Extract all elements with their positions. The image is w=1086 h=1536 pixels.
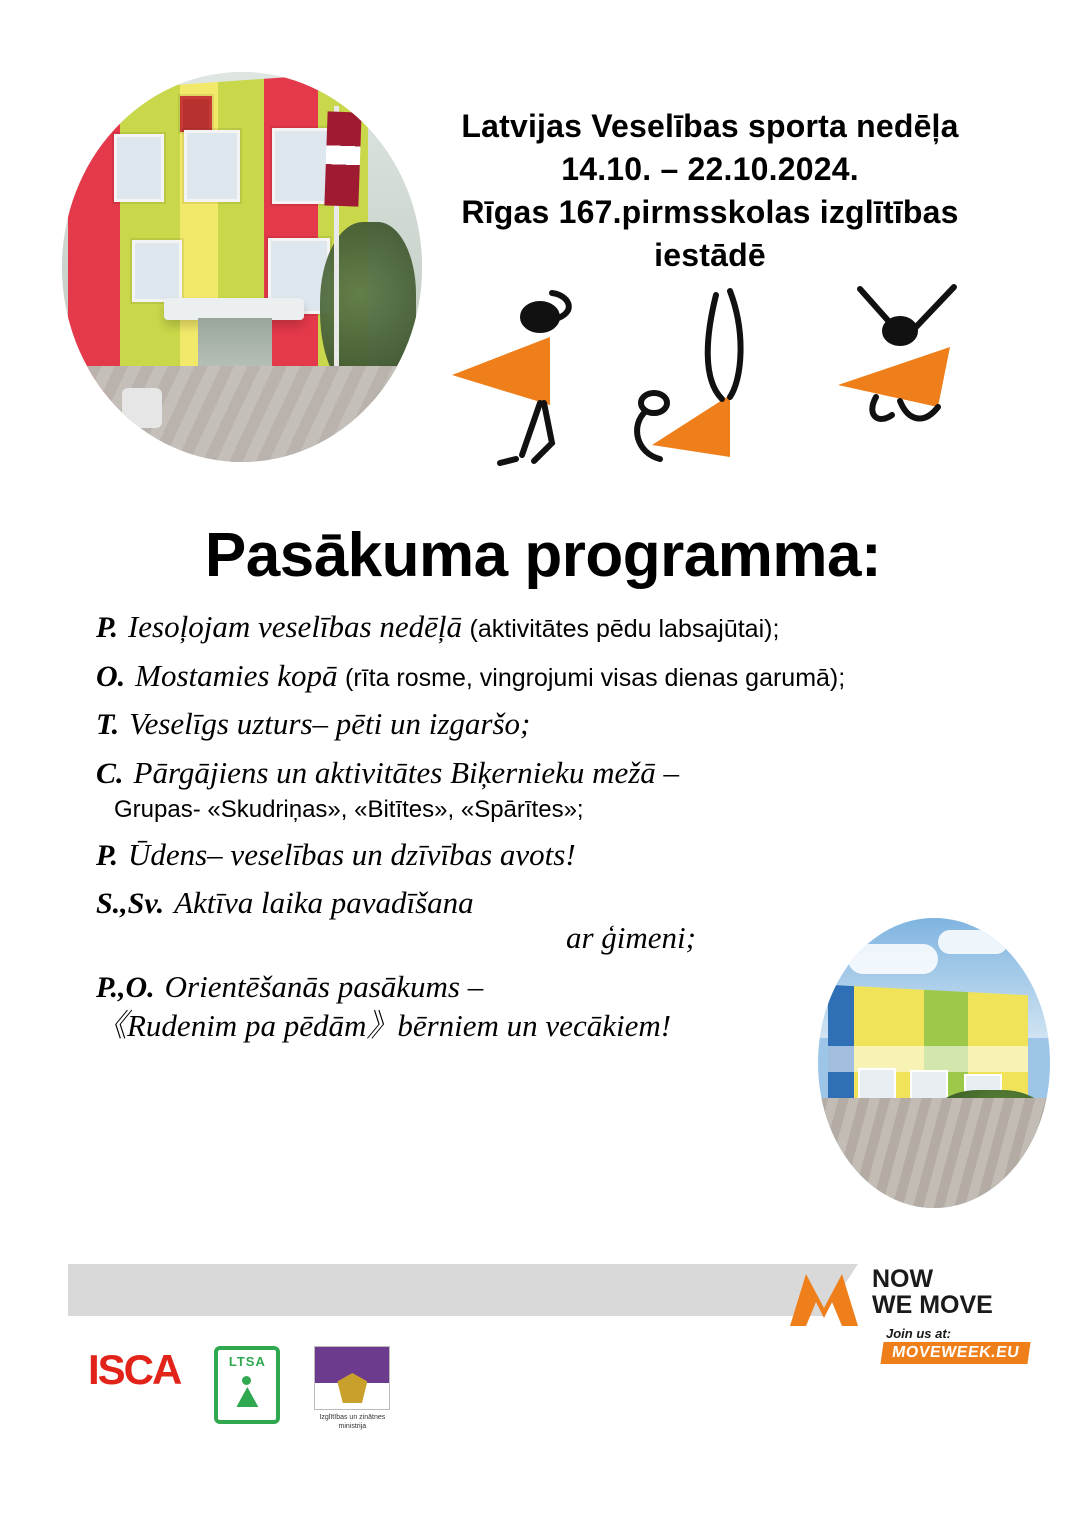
- program-item: [96, 659, 996, 694]
- nowwemove-wordmark: [872, 1266, 993, 1319]
- photo-window: [184, 130, 240, 202]
- program-item-letter: P.: [96, 838, 118, 872]
- photo-entrance-canopy: [164, 298, 304, 320]
- program-item-main: Orientēšanās pasākums –: [164, 968, 484, 1004]
- program-item-subnote: Grupas- «Skudriņas», «Bitītes», «Spārītes»;: [114, 795, 584, 823]
- program-item-note: (rīta rosme, vingrojumi visas dienas garumā);: [345, 663, 846, 692]
- program-item: [96, 756, 996, 824]
- photo-window: [132, 240, 182, 302]
- title-line-3: Rīgas 167.pirmsskolas izglītības: [461, 193, 959, 230]
- title-line-4: iestādē: [654, 236, 766, 273]
- coat-of-arms-icon: [314, 1346, 390, 1410]
- photo2-cloud: [848, 944, 938, 974]
- lsa-logo-label: LTSA: [228, 1354, 266, 1369]
- kindergarten-building-photo: [62, 72, 422, 462]
- nowwemove-arrow-icon: [790, 1268, 860, 1330]
- program-item-main: Pārgājiens un aktivitātes Biķernieku mežā –: [133, 755, 680, 791]
- photo-window: [180, 96, 212, 132]
- program-item: [96, 610, 996, 645]
- program-item-letter: O.: [96, 659, 126, 693]
- footer-band: [68, 1264, 858, 1316]
- photo2-cloud: [938, 930, 1008, 954]
- program-item-main: Ūdens– veselības un dzīvības avots!: [127, 836, 576, 872]
- photo-planter: [122, 388, 162, 428]
- stick-figures-svg: [430, 275, 1030, 490]
- program-item: [96, 707, 996, 742]
- photo2-pavement: [818, 1098, 1050, 1208]
- stick-figure-left: [452, 293, 569, 463]
- lsa-logo: [214, 1346, 280, 1424]
- page-title: [370, 105, 1050, 277]
- isca-logo: ISCA: [88, 1346, 181, 1393]
- program-item: [96, 838, 996, 873]
- program-item-letter: C.: [96, 757, 124, 791]
- nowwemove-line2: WE MOVE: [872, 1291, 993, 1320]
- ministry-logo-caption: Izglītības un zinātnes ministrija: [319, 1414, 386, 1430]
- runner-icon: [234, 1376, 260, 1410]
- program-item-letter: P.,O.: [96, 970, 155, 1004]
- stick-figures-illustration: [430, 275, 1030, 490]
- program-item-letter: P.: [96, 611, 118, 644]
- program-item-letter: S.,Sv.: [96, 887, 165, 921]
- program-item-main: Veselīgs uzturs– pēti un izgaršo;: [129, 706, 531, 742]
- program-item-main: Mostamies kopā: [135, 657, 338, 693]
- latvian-flag-icon: [324, 111, 361, 206]
- photo-pavement: [62, 366, 422, 462]
- kindergarten-yard-photo: [818, 918, 1050, 1208]
- program-item-main: Iesoļojam veselības nedēļā: [127, 609, 462, 644]
- program-item-continuation: ar ģimeni;: [565, 920, 696, 956]
- nowwemove-url[interactable]: MOVEWEEK.EU: [880, 1342, 1030, 1364]
- title-line-2: 14.10. – 22.10.2024.: [561, 150, 859, 187]
- nowwemove-line1: NOW: [872, 1265, 934, 1293]
- program-heading: Pasākuma programma:: [204, 521, 882, 590]
- stick-figure-right: [838, 287, 954, 419]
- program-item-letter: T.: [96, 708, 120, 742]
- program-item-note: (aktivitātes pēdu labsajūtai);: [469, 615, 780, 643]
- nowwemove-logo: [790, 1262, 1040, 1372]
- ministry-logo: [314, 1346, 390, 1432]
- program-item-continuation: 《Rudenim pa pēdām》bērniem un vecākiem!: [96, 1007, 672, 1043]
- program-item-main: Aktīva laika pavadīšana: [174, 885, 474, 921]
- stick-figure-center: [637, 291, 740, 459]
- photo-window: [114, 134, 164, 202]
- sponsor-logos: [88, 1346, 390, 1432]
- title-line-1: Latvijas Veselības sporta nedēļa: [461, 108, 959, 144]
- nowwemove-join-label: Join us at:: [886, 1326, 952, 1341]
